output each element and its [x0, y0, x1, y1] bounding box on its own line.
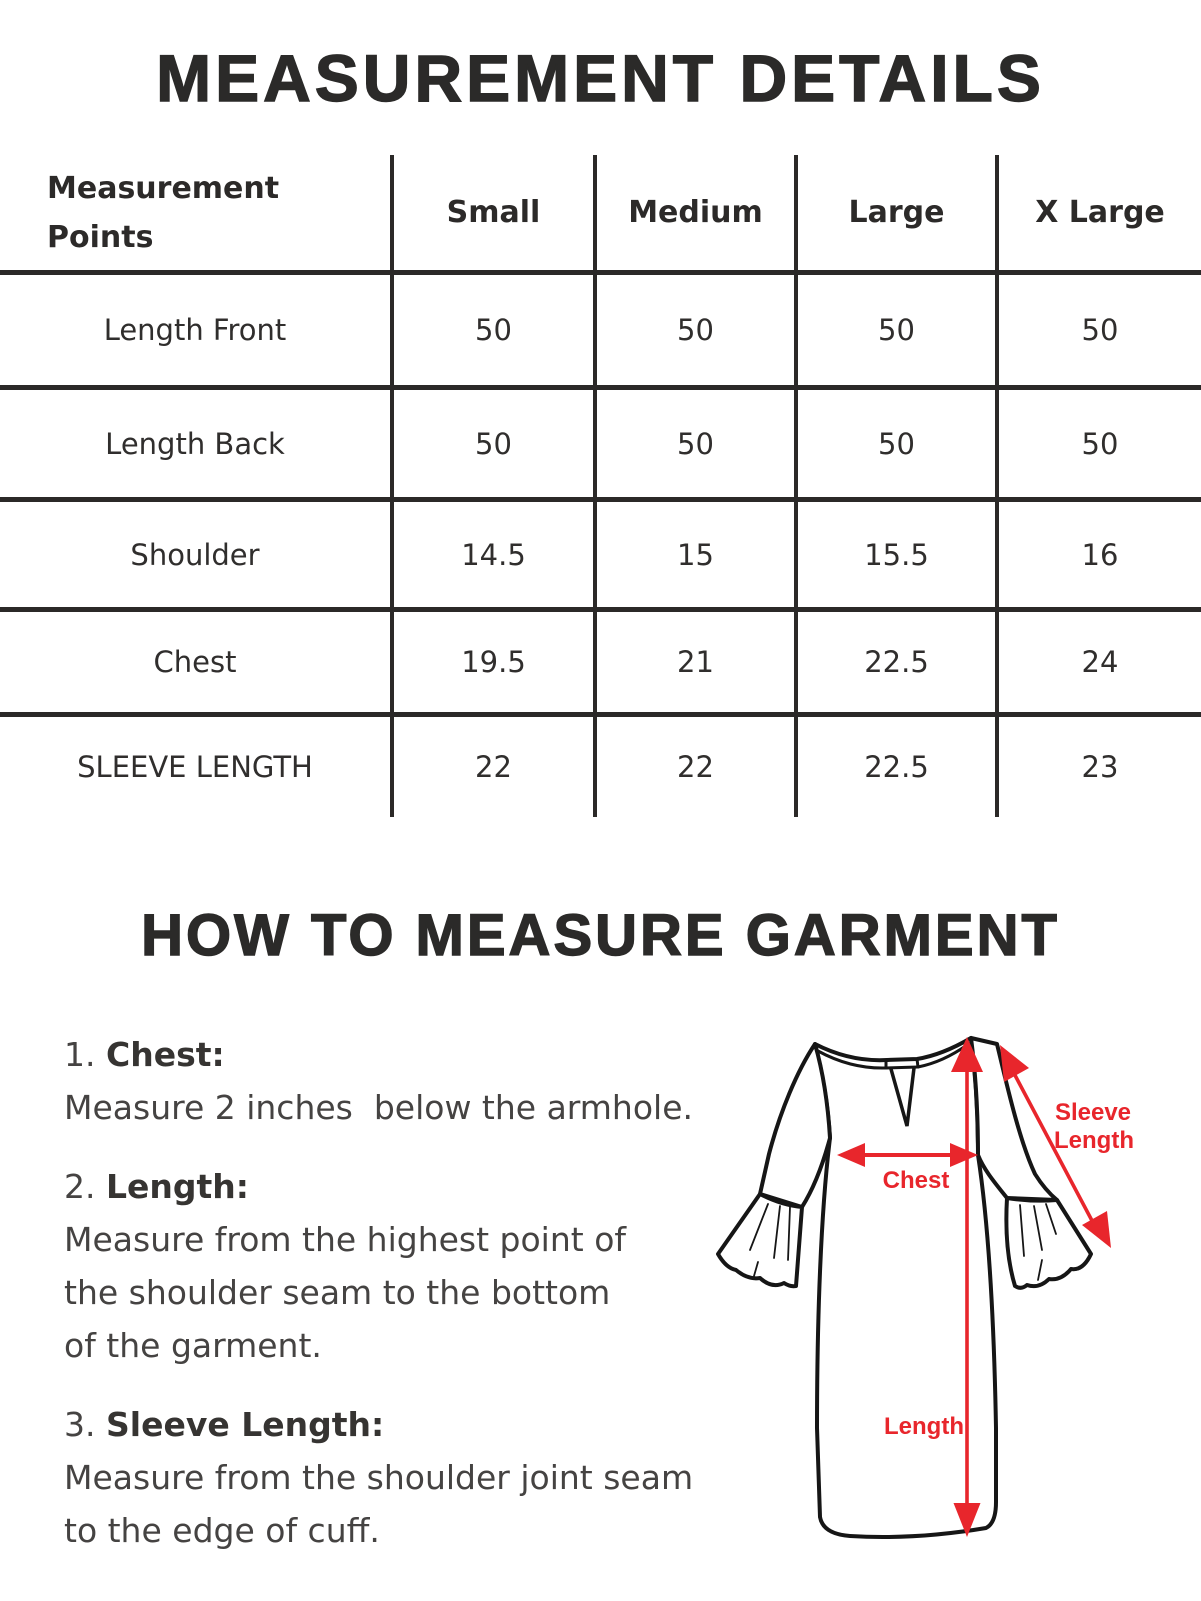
- instruction-line: Measure 2 inches below the armhole.: [64, 1088, 693, 1127]
- chest-label: Chest: [882, 1167, 950, 1194]
- instruction-line: of the garment.: [64, 1326, 322, 1365]
- table-cell: 24: [995, 607, 1201, 712]
- instruction-chest: [64, 1028, 764, 1134]
- table-cell: 15: [593, 497, 794, 607]
- table-cell: 22: [593, 712, 794, 817]
- instruction-label: Chest:: [106, 1035, 225, 1074]
- table-header-measurement-points: [0, 155, 390, 270]
- table-header-label: Measurement Points: [47, 170, 280, 255]
- how-to-measure-title: HOW TO MEASURE GARMENT: [141, 903, 1060, 968]
- table-cell: 50: [390, 385, 593, 497]
- table-cell: 50: [995, 270, 1201, 385]
- sleeve-length-label-line2: Length: [1054, 1127, 1134, 1154]
- instruction-label: Length:: [106, 1167, 249, 1206]
- table-cell: 23: [995, 712, 1201, 817]
- table-cell: 22.5: [794, 607, 995, 712]
- table-cell: 50: [995, 385, 1201, 497]
- length-label: Length: [884, 1413, 964, 1440]
- table-header-medium: Medium: [593, 155, 794, 270]
- sleeve-length-label-line1: Sleeve: [1054, 1099, 1132, 1126]
- row-label-chest: Chest: [0, 607, 390, 712]
- row-label-shoulder: Shoulder: [0, 497, 390, 607]
- instruction-sleeve-length: [64, 1398, 764, 1557]
- row-label-length-front: Length Front: [0, 270, 390, 385]
- instruction-line: to the edge of cuff.: [64, 1511, 380, 1550]
- table-cell: 22: [390, 712, 593, 817]
- instruction-number: 2.: [64, 1167, 96, 1206]
- row-label-length-back: Length Back: [0, 385, 390, 497]
- table-cell: 16: [995, 497, 1201, 607]
- page-title: MEASUREMENT DETAILS: [156, 41, 1045, 115]
- table-header-large: Large: [794, 155, 995, 270]
- instruction-heading: [64, 1160, 764, 1213]
- instruction-number: 1.: [64, 1035, 96, 1074]
- table-cell: 21: [593, 607, 794, 712]
- table-cell: 19.5: [390, 607, 593, 712]
- table-cell: 50: [390, 270, 593, 385]
- instruction-heading: [64, 1398, 764, 1451]
- instruction-line: Measure from the highest point of: [64, 1220, 626, 1259]
- table-cell: 14.5: [390, 497, 593, 607]
- table-cell: 15.5: [794, 497, 995, 607]
- instruction-heading: [64, 1028, 764, 1081]
- measuring-instructions: [64, 1028, 764, 1583]
- instruction-line: the shoulder seam to the bottom: [64, 1273, 611, 1312]
- measurement-table: [0, 155, 1201, 817]
- instruction-length: [64, 1160, 764, 1372]
- instruction-label: Sleeve Length:: [106, 1405, 385, 1444]
- table-cell: 22.5: [794, 712, 995, 817]
- table-cell: 50: [593, 385, 794, 497]
- garment-measure-diagram: [690, 998, 1200, 1558]
- table-cell: 50: [593, 270, 794, 385]
- table-cell: 50: [794, 270, 995, 385]
- table-cell: 50: [794, 385, 995, 497]
- instruction-line: Measure from the shoulder joint seam: [64, 1458, 694, 1497]
- table-header-xlarge: X Large: [995, 155, 1201, 270]
- row-label-sleeve-length: SLEEVE LENGTH: [0, 712, 390, 817]
- instruction-number: 3.: [64, 1405, 96, 1444]
- table-header-small: Small: [390, 155, 593, 270]
